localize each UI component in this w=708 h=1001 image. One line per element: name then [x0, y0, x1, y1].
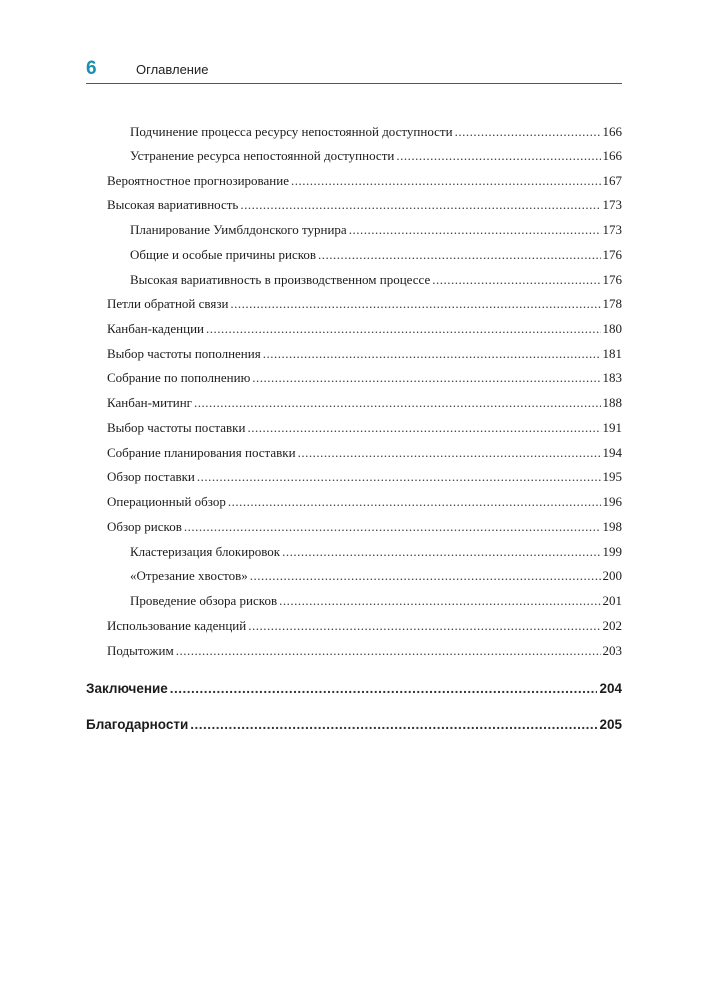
toc-entry[interactable] — [130, 124, 622, 140]
toc-entry[interactable] — [107, 445, 622, 461]
page-number: 6 — [86, 58, 97, 79]
dot-leader — [263, 346, 601, 362]
toc-entry-page: 204 — [599, 681, 622, 696]
toc-entry-page: 188 — [602, 395, 622, 410]
toc-entry-title: Заключение — [86, 681, 168, 696]
toc-entry-title: Кластеризация блокировок — [130, 544, 281, 559]
toc-entry-title: Общие и особые причины рисков — [130, 247, 317, 262]
toc-entry-page: 205 — [599, 717, 622, 732]
toc-chapter-entry[interactable] — [86, 680, 622, 698]
toc-entry-title: Операционный обзор — [107, 494, 226, 509]
toc-entry-page: 195 — [602, 469, 622, 484]
toc-entry-page: 176 — [602, 247, 622, 262]
dot-leader — [298, 445, 601, 461]
toc-entry-page: 180 — [602, 321, 622, 336]
dot-leader — [194, 395, 600, 411]
toc-entry-page: 173 — [602, 222, 622, 237]
dot-leader — [170, 680, 598, 698]
toc-entry-page: 194 — [602, 445, 622, 460]
toc-entry-page: 173 — [602, 197, 622, 212]
toc-entry-title: Высокая вариативность в производственном процессе — [130, 272, 431, 287]
dot-leader — [184, 519, 601, 535]
toc-entry-title: Вероятностное прогнозирование — [107, 173, 289, 188]
toc-entry[interactable] — [107, 469, 622, 485]
dot-leader — [176, 643, 601, 659]
dot-leader — [432, 272, 600, 288]
dot-leader — [230, 296, 600, 312]
toc-entry-title: Подытожим — [107, 643, 174, 658]
toc-entry-page: 196 — [602, 494, 622, 509]
toc-entry-page: 167 — [602, 173, 622, 188]
header-divider — [86, 83, 622, 84]
dot-leader — [252, 370, 600, 386]
dot-leader — [248, 618, 600, 634]
toc-entry-page: 199 — [602, 544, 622, 559]
toc-entry[interactable] — [107, 346, 622, 362]
toc-entry[interactable] — [107, 618, 622, 634]
dot-leader — [396, 148, 600, 164]
toc-entry[interactable] — [130, 247, 622, 263]
toc-entry-page: 176 — [602, 272, 622, 287]
toc-entry[interactable] — [107, 494, 622, 510]
toc-entry-title: Высокая вариативность — [107, 197, 239, 212]
toc-entry-title: Проведение обзора рисков — [130, 593, 278, 608]
dot-leader — [455, 124, 601, 140]
dot-leader — [318, 247, 600, 263]
running-head-title: Оглавление — [136, 62, 209, 77]
toc-entry-title: Использование каденций — [107, 618, 247, 633]
toc-entry[interactable] — [107, 197, 622, 213]
toc-entry[interactable] — [107, 173, 622, 189]
toc-entry-title: Собрание по пополнению — [107, 370, 251, 385]
toc-entry-title: Планирование Уимблдонского турнира — [130, 222, 347, 237]
dot-leader — [291, 173, 601, 189]
toc-entry-page: 203 — [602, 643, 622, 658]
toc-entry[interactable] — [130, 568, 622, 584]
toc-entry-title: Обзор поставки — [107, 469, 195, 484]
dot-leader — [190, 716, 597, 734]
dot-leader — [349, 222, 601, 238]
dot-leader — [240, 197, 600, 213]
toc-entry[interactable] — [107, 643, 622, 659]
toc-entry-page: 178 — [602, 296, 622, 311]
toc-entry-title: Благодарности — [86, 717, 189, 732]
toc-entry-title: Устранение ресурса непостоянной доступности — [130, 148, 395, 163]
toc-entry-page: 202 — [602, 618, 622, 633]
toc-entry[interactable] — [130, 148, 622, 164]
toc-entry-page: 191 — [602, 420, 622, 435]
toc-entry-title: Петли обратной связи — [107, 296, 229, 311]
toc-entry-page: 166 — [602, 148, 622, 163]
toc-entry[interactable] — [107, 519, 622, 535]
toc-entry[interactable] — [107, 395, 622, 411]
toc-entry[interactable] — [130, 222, 622, 238]
toc-entry-page: 201 — [602, 593, 622, 608]
toc-entry[interactable] — [130, 593, 622, 609]
toc-entry-title: Выбор частоты пополнения — [107, 346, 261, 361]
toc-entry-title: Подчинение процесса ресурсу непостоянной доступности — [130, 124, 453, 139]
toc-entry[interactable] — [107, 420, 622, 436]
toc-entry-title: Канбан-каденции — [107, 321, 204, 336]
toc-entry[interactable] — [107, 370, 622, 386]
dot-leader — [206, 321, 601, 337]
toc-entry[interactable] — [107, 296, 622, 312]
toc-entry[interactable] — [130, 272, 622, 288]
dot-leader — [247, 420, 600, 436]
toc-chapter-entry[interactable] — [86, 716, 622, 734]
toc-entry-page: 200 — [602, 568, 622, 583]
toc-entry-title: «Отрезание хвостов» — [130, 568, 248, 583]
dot-leader — [197, 469, 601, 485]
dot-leader — [250, 568, 601, 584]
toc-entry-title: Собрание планирования поставки — [107, 445, 296, 460]
toc-entry[interactable] — [130, 544, 622, 560]
page-header — [86, 58, 622, 84]
toc-entry-page: 198 — [602, 519, 622, 534]
toc-entry-page: 181 — [602, 346, 622, 361]
dot-leader — [228, 494, 601, 510]
toc-entry-title: Канбан-митинг — [107, 395, 193, 410]
toc-entry-title: Обзор рисков — [107, 519, 182, 534]
toc-entry-page: 166 — [602, 124, 622, 139]
toc-entry[interactable] — [107, 321, 622, 337]
dot-leader — [279, 593, 600, 609]
toc-entry-page: 183 — [602, 370, 622, 385]
dot-leader — [282, 544, 600, 560]
toc-entry-title: Выбор частоты поставки — [107, 420, 246, 435]
